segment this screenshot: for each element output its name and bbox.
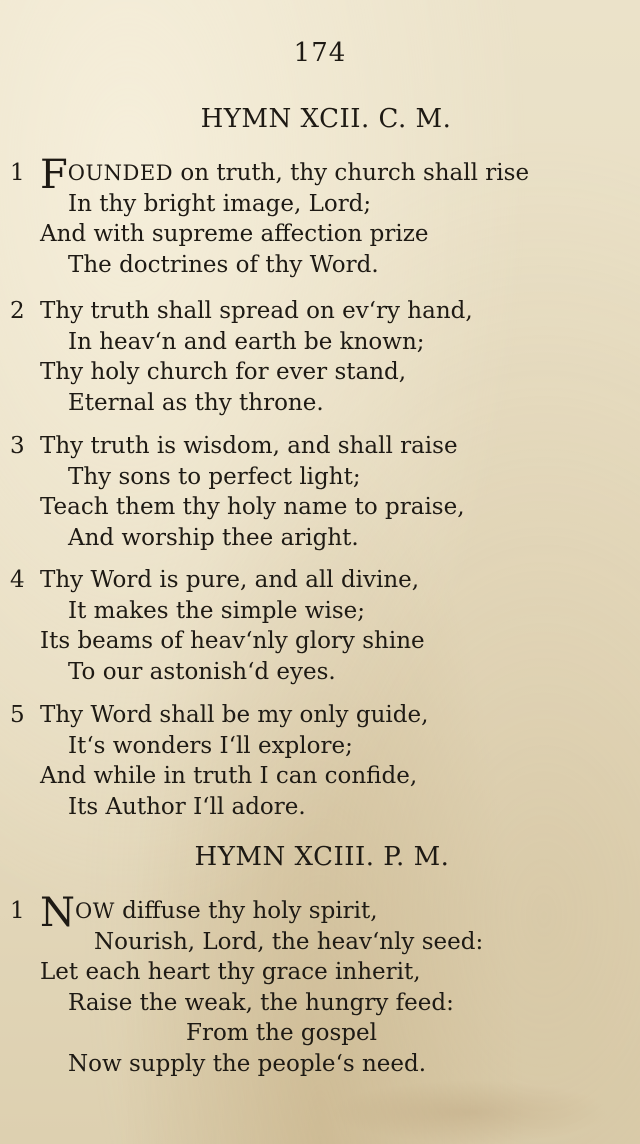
verse-line: Thy sons to perfect light;	[68, 463, 361, 490]
small-caps-word: OW	[75, 899, 115, 923]
small-caps-word: OUNDED	[67, 161, 174, 185]
stanza-number: 4	[10, 567, 25, 593]
verse-line: And with supreme affection prize	[40, 221, 429, 247]
verse-line: And worship thee aright.	[68, 524, 359, 551]
verse-line	[10, 565, 630, 596]
verse-line: Its beams of heav‘nly glory shine	[40, 628, 425, 654]
stanza-92-4	[10, 565, 630, 687]
stanza-number: 1	[10, 160, 25, 186]
stanza-number: 3	[10, 433, 25, 459]
stanza-92-2	[10, 296, 630, 418]
verse-line: Teach them thy holy name to praise,	[40, 494, 465, 520]
verse-line: Let each heart thy grace inherit,	[40, 959, 421, 985]
verse-text: Thy Word shall be my only guide,	[40, 702, 429, 728]
stanza-93-1	[10, 890, 630, 1079]
hymn-title-92: HYMN XCII. C. M.	[200, 104, 452, 134]
page-number: 174	[293, 38, 347, 68]
verse-text: on truth, thy church shall rise	[173, 160, 530, 186]
stanza-number: 5	[10, 702, 25, 728]
verse-line: From the gospel	[186, 1020, 377, 1046]
stanza-number: 2	[10, 298, 25, 324]
verse-text: Thy Word is pure, and all divine,	[40, 567, 420, 593]
verse-line: Raise the weak, the hungry feed:	[68, 989, 454, 1016]
verse-line	[10, 431, 630, 462]
verse-line	[10, 152, 630, 198]
paper-stain	[330, 1080, 610, 1144]
verse-line: Thy holy church for ever stand,	[40, 359, 407, 385]
stanza-92-5	[10, 700, 630, 822]
drop-cap: N	[40, 890, 75, 936]
drop-cap: F	[40, 152, 68, 198]
stanza-number: 1	[10, 898, 25, 924]
verse-line: In thy bright image, Lord;	[68, 190, 372, 217]
verse-line: Its Author I‘ll adore.	[68, 793, 306, 820]
verse-line: It‘s wonders I‘ll explore;	[68, 732, 353, 759]
verse-text: Thy truth is wisdom, and shall raise	[40, 433, 458, 459]
verse-line: Nourish, Lord, the heav‘nly seed:	[94, 928, 484, 955]
stanza-92-3	[10, 431, 630, 553]
verse-line: To our astonish‘d eyes.	[68, 658, 336, 685]
stanza-92-1	[10, 152, 630, 280]
verse-line: And while in truth I can confide,	[40, 763, 418, 789]
verse-line: Now supply the people‘s need.	[68, 1050, 427, 1077]
hymn-title-93: HYMN XCIII. P. M.	[194, 842, 450, 872]
verse-line: It makes the simple wise;	[68, 597, 365, 624]
verse-line: Eternal as thy throne.	[68, 389, 324, 416]
verse-text: diffuse thy holy spirit,	[114, 898, 378, 924]
verse-line: In heav‘n and earth be known;	[68, 328, 425, 355]
verse-line	[10, 296, 630, 327]
verse-line	[10, 890, 630, 936]
verse-line: The doctrines of thy Word.	[68, 251, 379, 278]
verse-text: Thy truth shall spread on ev‘ry hand,	[40, 298, 473, 324]
verse-line	[10, 700, 630, 731]
